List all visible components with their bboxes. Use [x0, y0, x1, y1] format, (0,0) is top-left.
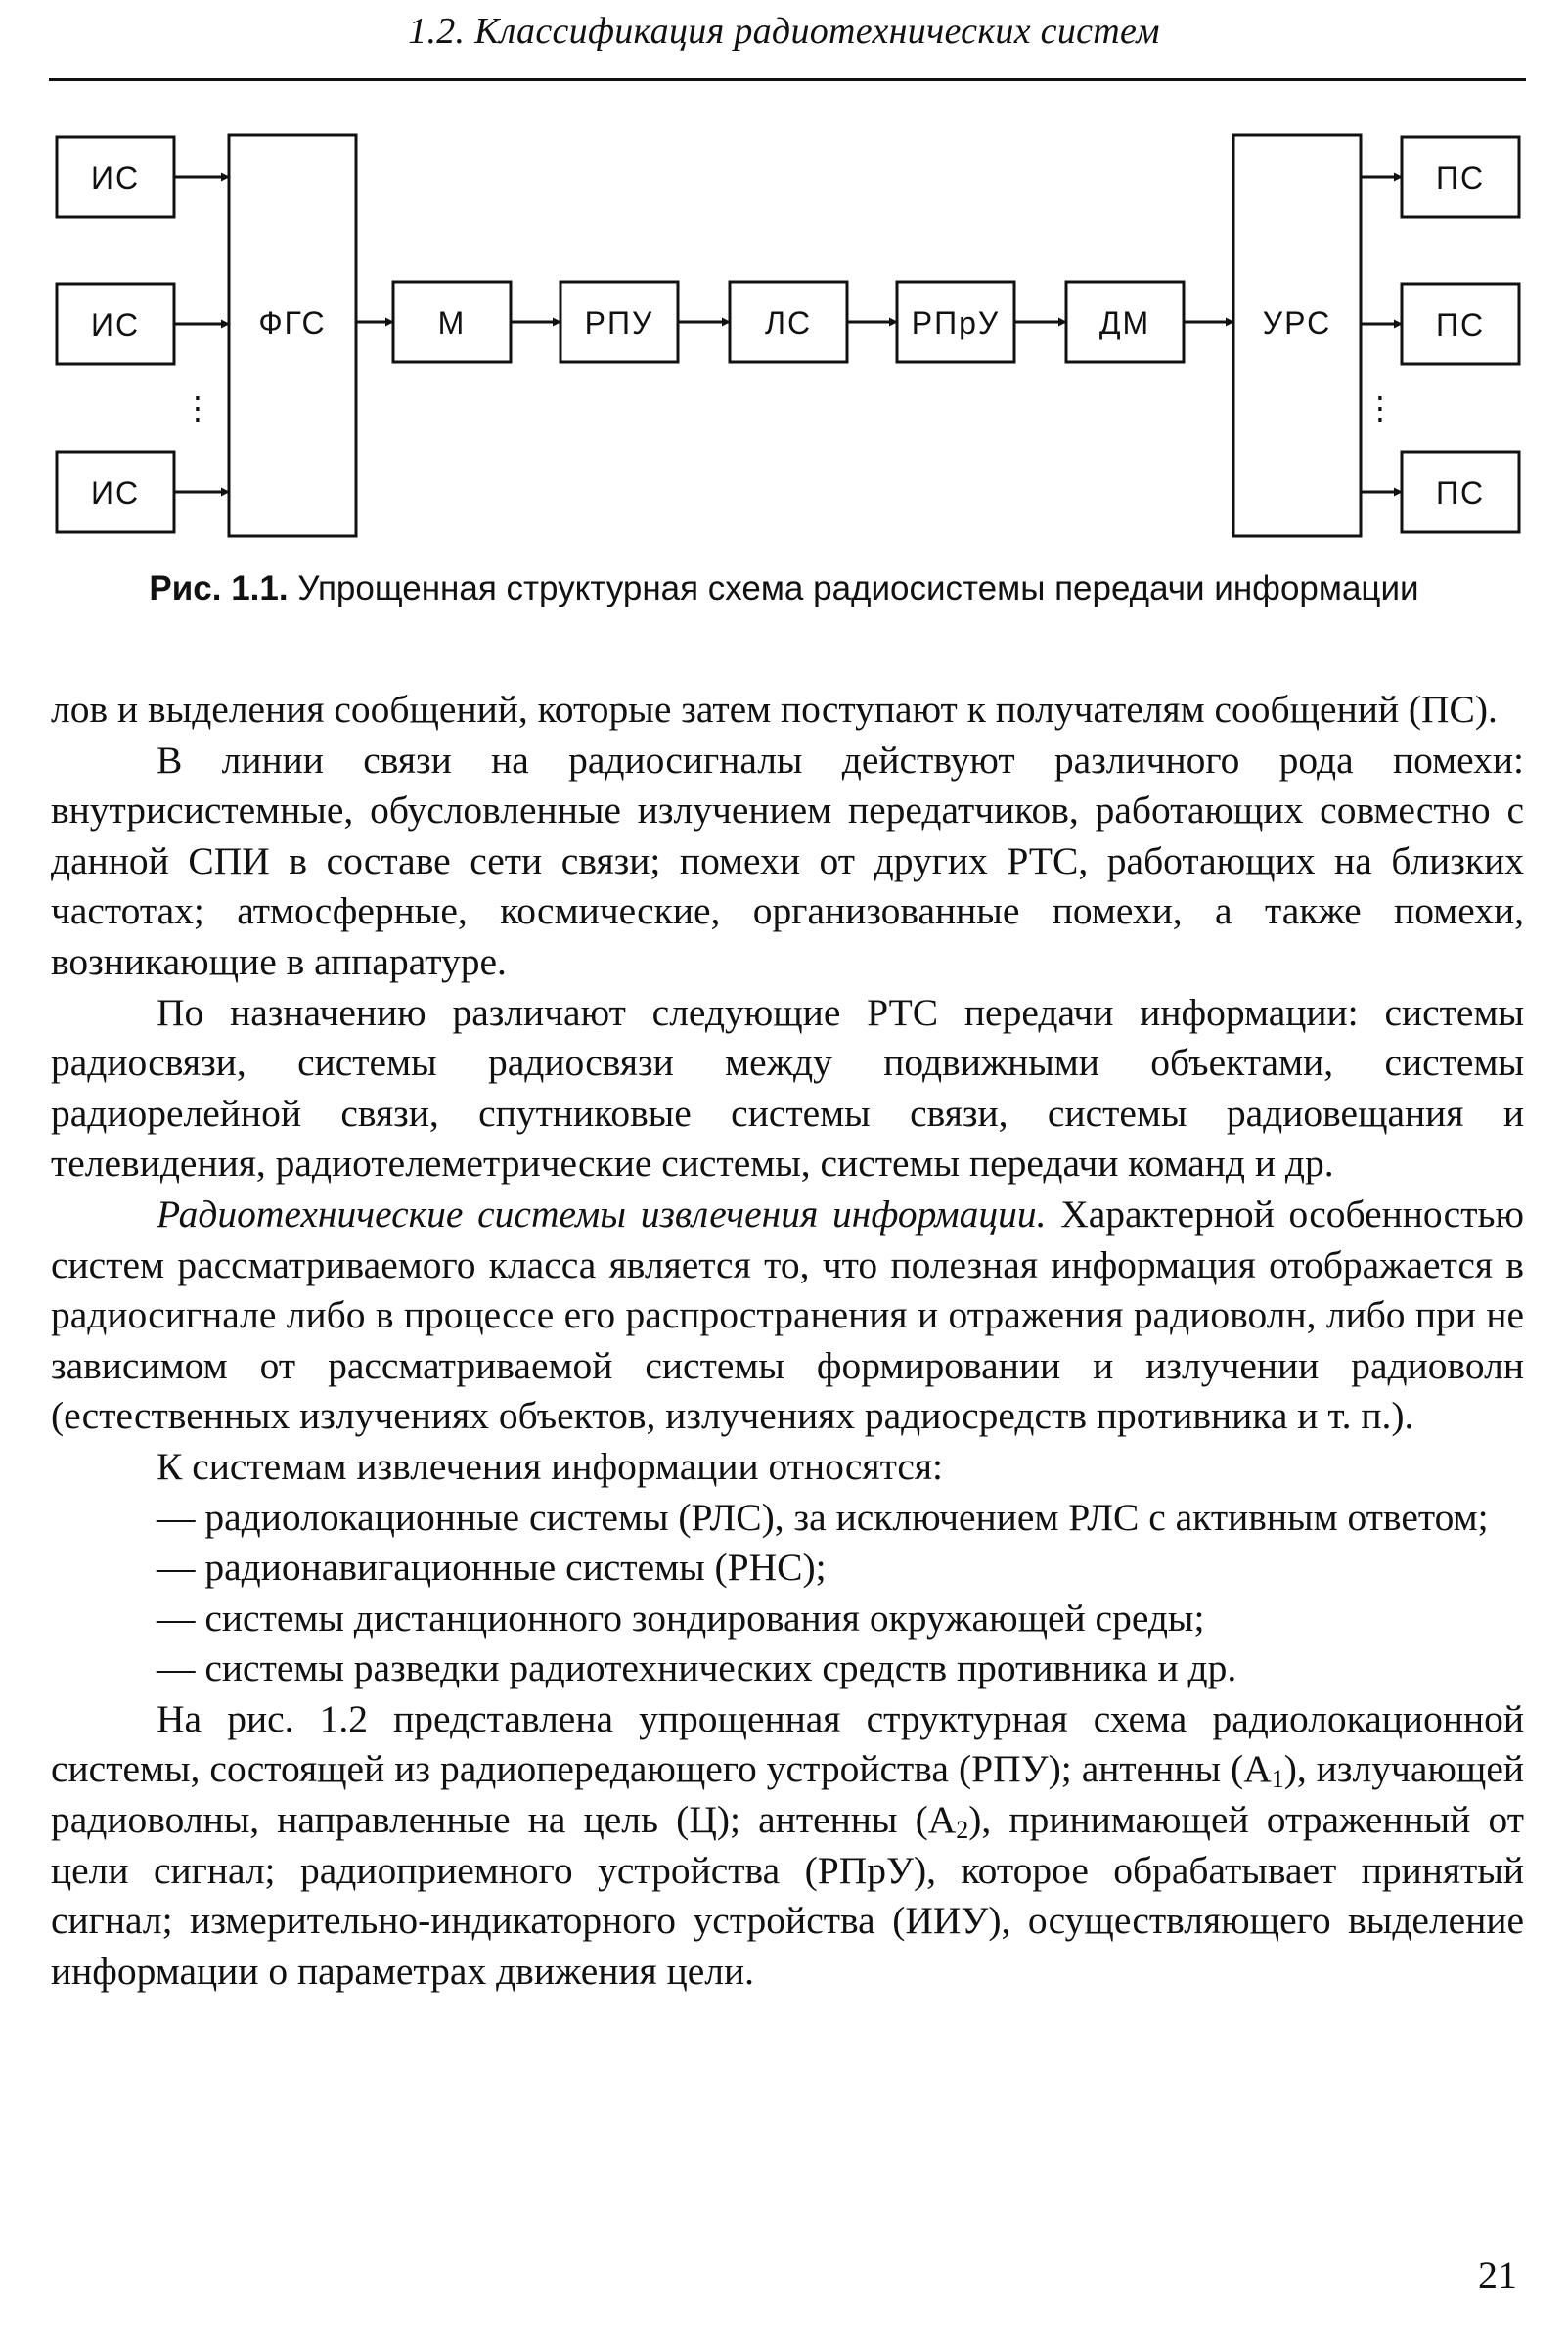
figure-caption-text: Упрощенная структурная схема радиосистемы передачи информации — [288, 569, 1419, 607]
paragraph-1: лов и выделения сообщений, которые затем поступают к получателям сообщений (ПС). — [51, 688, 1498, 731]
urs-label: УРС — [1262, 305, 1332, 340]
receiver-label-2: ПС — [1435, 307, 1486, 342]
figure-caption — [0, 569, 1568, 608]
paragraph-10-part-c: ), принимающей отраженный от цели сигнал; радиоприемного устройства (РПрУ), которое обрабатывает принятый сигнал; измерительно-индикаторного устройства (ИИУ), осуществляющего выделение информации о параметрах движения цели. — [51, 1798, 1524, 1993]
paragraph-3: По назначению различают следующие РТС передачи информации: системы радиосвязи, системы радиосвязи между подвижными объектами, системы радиорелейной связи, спутниковые системы связи, системы радиовещания и телевидения, радиотелеметрические системы, системы передачи команд и др. — [51, 990, 1524, 1186]
rpru-label: РПрУ — [911, 305, 1001, 340]
ls-label: ЛС — [764, 305, 813, 340]
m-label: М — [437, 305, 467, 340]
paragraph-10-part-a: На рис. 1.2 представлена упрощенная структурная схема радиолокационной системы, состоящей из радиопередающего устройства (РПУ); антенны (А — [51, 1696, 1524, 1791]
source-ellipsis: ⋮ — [182, 390, 215, 426]
receiver-label-1: ПС — [1435, 160, 1486, 196]
source-label-3: ИС — [90, 475, 141, 511]
paragraph-4-heading: Радиотехнические системы извлечения информации. — [157, 1192, 1047, 1236]
antenna-2-subscript: 2 — [956, 1816, 969, 1845]
paragraph-4-text: Характерной особенностью систем рассматриваемого класса является то, что полезная информация отображается в радиосигнале либо в процессе его распространения и отражения радиоволн, либо при не зависимом от рассматриваемой системы формировании и излучении радиоволн (естественных излучениях объектов, излучениях радиосредств противника и т. п.). — [51, 1192, 1524, 1438]
paragraph-4 — [51, 1190, 1524, 1442]
rpu-label: РПУ — [584, 305, 654, 340]
paragraph-10 — [51, 1694, 1524, 1998]
source-label-2: ИС — [90, 307, 141, 342]
paragraph-2: В линии связи на радиосигналы действуют различного рода помехи: внутрисистемные, обусловленные излучением передатчиков, работающих совместно с данной СПИ в составе сети связи; помехи от других РТС, работающих на близких частотах; атмосферные, космические, организованные помехи, а также помехи, возникающие в аппаратуре. — [51, 738, 1524, 983]
source-label-1: ИС — [90, 160, 141, 196]
list-item-remote-sensing: — системы дистанционного зондирования окружающей среды; — [157, 1596, 1205, 1640]
dm-label: ДМ — [1098, 305, 1151, 340]
list-item-reconnaissance: — системы разведки радиотехнических средств противника и др. — [157, 1646, 1237, 1690]
page-number: 21 — [1478, 2253, 1517, 2297]
paragraph-10-part-b: ), излучающей радиоволны, направленные на цель (Ц); антенны (А — [51, 1747, 1524, 1842]
figure-label: Рис. 1.1. — [149, 569, 289, 607]
fgs-label: ФГС — [258, 305, 327, 340]
receiver-label-3: ПС — [1435, 475, 1486, 511]
receiver-ellipsis: ⋮ — [1365, 390, 1398, 426]
list-item-rns: — радионавигационные системы (РНС); — [157, 1546, 827, 1590]
antenna-1-subscript: 1 — [1271, 1765, 1284, 1794]
running-head: 1.2. Классификация радиотехнических систем — [408, 11, 1160, 52]
body-text — [51, 685, 1524, 1997]
paragraph-5: К системам извлечения информации относятся: — [157, 1444, 944, 1488]
block-diagram — [0, 0, 1568, 567]
list-item-rls: — радиолокационные системы (РЛС), за исключением РЛС с активным ответом; — [157, 1495, 1489, 1539]
